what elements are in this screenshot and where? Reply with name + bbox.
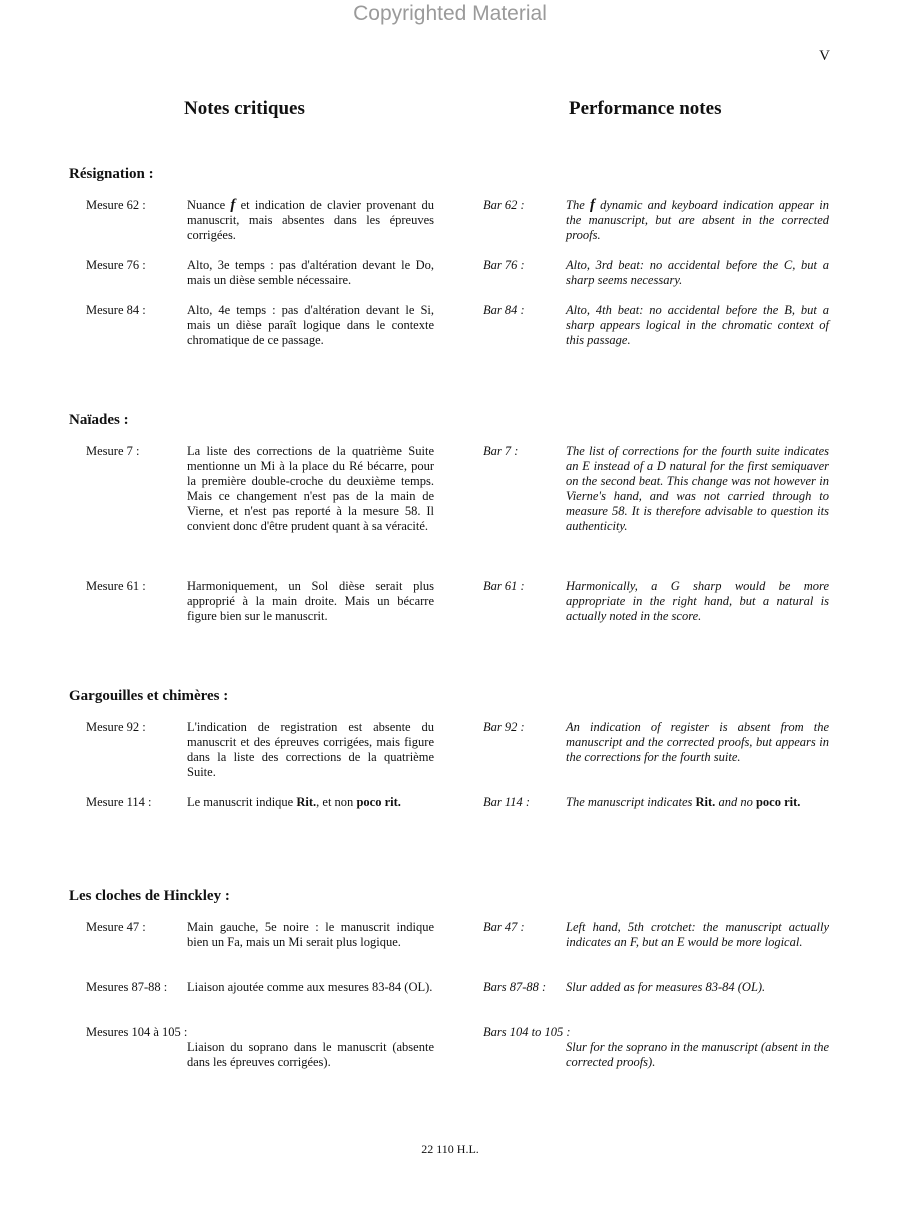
section-title: Résignation : — [69, 166, 154, 182]
entry-text-en: Left hand, 5th crotchet: the manuscript actually indicates an F, but an E would be more logical. — [566, 920, 829, 949]
entry-text-en: Slur for the soprano in the manuscript (absent in the corrected proofs). — [566, 1040, 829, 1069]
entry-label-en: Bars 104 to 105 : — [483, 1025, 571, 1039]
entry-text-en: The manuscript indicates Rit. and no poco rit. — [566, 795, 801, 809]
entry-text-en: Alto, 4th beat: no accidental before the B, but a sharp appears logical in the chromatic context of this passage. — [566, 303, 829, 347]
entry-text-fr: Alto, 3e temps : pas d'altération devant le Do, mais un dièse semble nécessaire. — [187, 258, 434, 287]
english-column-heading: Performance notes — [569, 98, 722, 119]
footer-reference: 22 110 H.L. — [421, 1142, 479, 1156]
entry-label-fr: Mesure 84 : — [86, 303, 146, 317]
section-title: Les cloches de Hinckley : — [69, 888, 230, 904]
entry-text-en: Harmonically, a G sharp would be more appropriate in the right hand, but a natural is actually noted in the score. — [566, 579, 829, 623]
entry-text-fr: Liaison ajoutée comme aux mesures 83-84 (OL). — [187, 980, 433, 994]
entry-text-fr: Main gauche, 5e noire : le manuscrit indique bien un Fa, mais un Mi serait plus logique. — [187, 920, 434, 949]
entry-label-en: Bar 47 : — [483, 920, 525, 934]
entry-label-en: Bar 84 : — [483, 303, 525, 317]
entry-text-en: Alto, 3rd beat: no accidental before the C, but a sharp seems necessary. — [566, 258, 829, 287]
entry-text-fr: La liste des corrections de la quatrième Suite mentionne un Mi à la place du Ré bécarre, pour la première double-croche du deuxième temps. Mais ce changement n'est pas de la main de Vierne, et n'est pas reporté à la mesure 58. Il convient donc d'être prudent quant à sa véracité. — [187, 444, 434, 533]
entry-label-fr: Mesure 114 : — [86, 795, 152, 809]
entry-label-en: Bar 92 : — [483, 720, 525, 734]
entry-label-fr: Mesure 92 : — [86, 720, 146, 734]
entry-label-en: Bar 61 : — [483, 579, 525, 593]
entry-text-en: An indication of register is absent from the manuscript and the corrected proofs, but appears in the corrections for the fourth suite. — [566, 720, 829, 764]
entry-text-en: Slur added as for measures 83-84 (OL). — [566, 980, 766, 994]
entry-text-fr: Harmoniquement, un Sol dièse serait plus approprié à la main droite. Mais un bécarre figure bien sur le manuscrit. — [187, 579, 434, 623]
entry-label-fr: Mesures 104 à 105 : — [86, 1025, 188, 1039]
french-column-heading: Notes critiques — [184, 98, 305, 119]
forte-dynamic-mark: f — [230, 197, 236, 213]
entry-label-fr: Mesure 7 : — [86, 444, 140, 458]
entry-text-en: The list of corrections for the fourth suite indicates an E instead of a D natural for the first semiquaver on the second beat. This change was not however in Vierne's hand, and was not carried through to measure 58. It is therefore advisable to question its authenticity. — [566, 444, 829, 533]
copyright-watermark: Copyrighted Material — [353, 2, 547, 25]
entry-label-fr: Mesure 62 : — [86, 198, 146, 212]
entry-label-en: Bar 114 : — [483, 795, 530, 809]
entry-label-fr: Mesure 76 : — [86, 258, 146, 272]
entry-label-en: Bar 62 : — [483, 198, 525, 212]
entry-label-fr: Mesure 47 : — [86, 920, 146, 934]
section-title: Naïades : — [69, 412, 129, 428]
entry-text-fr: Nuance f et indication de clavier provenant du manuscrit, mais absentes dans les épreuves corrigées. — [187, 197, 434, 242]
section-title: Gargouilles et chimères : — [69, 688, 229, 704]
forte-dynamic-mark: f — [589, 197, 595, 213]
entry-label-en: Bar 76 : — [483, 258, 525, 272]
entry-text-fr: Le manuscrit indique Rit., et non poco rit. — [187, 795, 401, 809]
entry-label-fr: Mesures 87-88 : — [86, 980, 168, 994]
entry-text-fr: Alto, 4e temps : pas d'altération devant le Si, mais un dièse paraît logique dans le contexte chromatique de ce passage. — [187, 303, 434, 347]
entry-label-en: Bar 7 : — [483, 444, 519, 458]
entry-text-fr: L'indication de registration est absente du manuscrit et des épreuves corrigées, mais figure dans la liste des corrections de la quatrième Suite. — [187, 720, 434, 779]
entry-text-fr: Liaison du soprano dans le manuscrit (absente dans les épreuves corrigées). — [187, 1040, 434, 1069]
page-number: V — [819, 48, 830, 64]
entry-text-en: The f dynamic and keyboard indication appear in the manuscript, but are absent in the corrected proofs. — [566, 197, 830, 242]
entry-label-fr: Mesure 61 : — [86, 579, 146, 593]
entry-label-en: Bars 87-88 : — [483, 980, 547, 994]
